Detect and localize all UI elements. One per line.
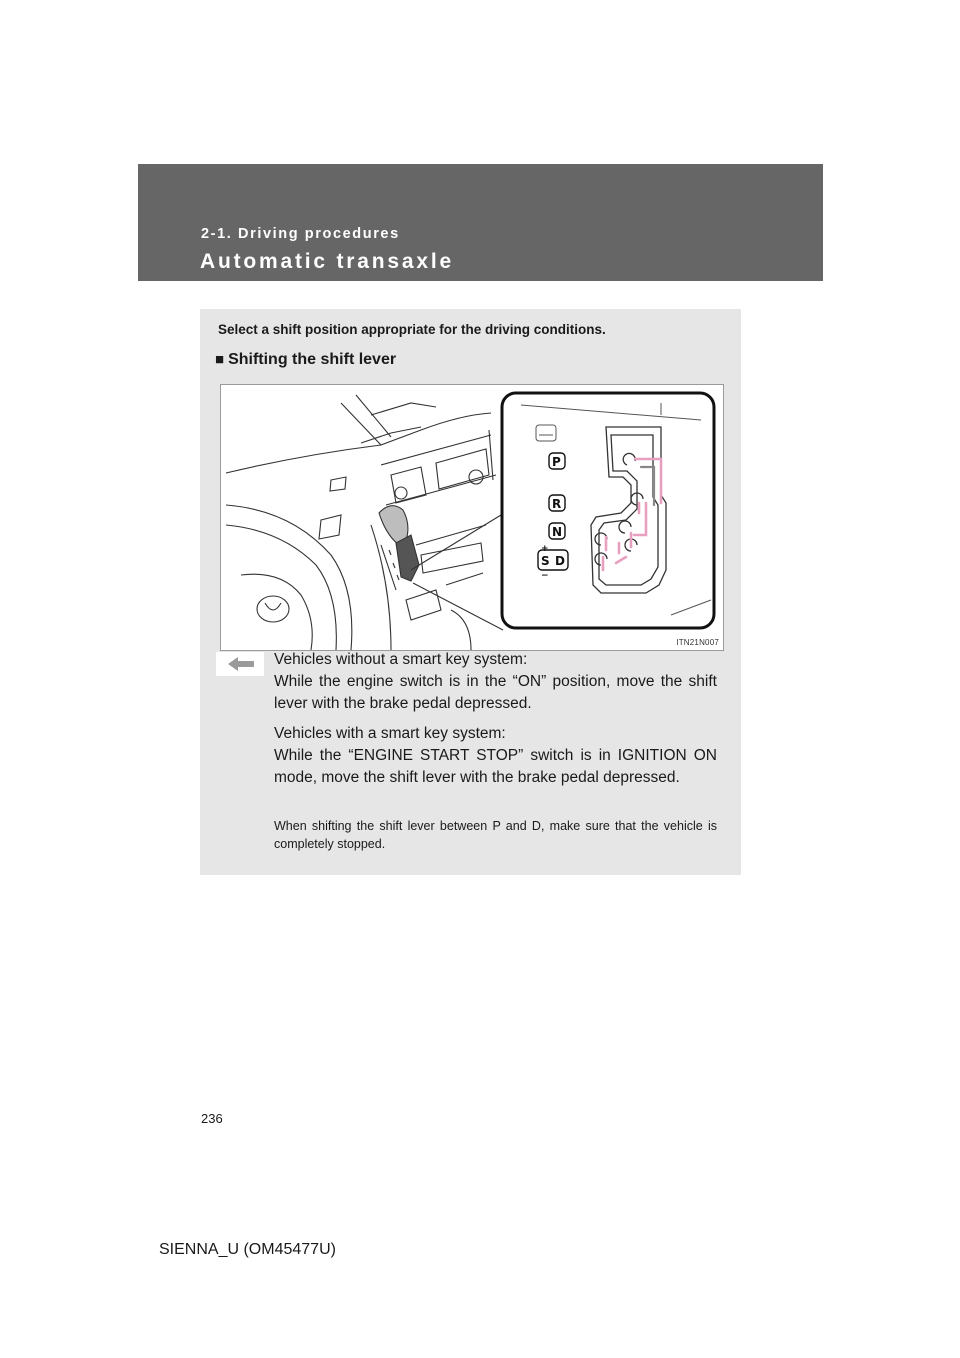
subheading (215, 351, 396, 369)
subheading-text: Shifting the shift lever (228, 351, 397, 368)
section-header (138, 164, 823, 281)
instruction-smart-key-heading: Vehicles with a smart key system: (274, 725, 506, 742)
instruction-no-smart-key-heading: Vehicles without a smart key system: (274, 651, 528, 668)
shift-lever-illustration (220, 384, 724, 651)
gate-label-p: P (552, 455, 561, 469)
gate-label-d: D (555, 554, 565, 568)
bullet-square-icon: ■ (215, 351, 225, 368)
page-number: 236 (201, 1111, 223, 1126)
instruction-no-smart-key (274, 649, 717, 715)
instruction-no-smart-key-body: While the engine switch is in the “ON” position, move the shift lever with the brake pedal depressed. (274, 673, 717, 712)
arrow-left-icon (216, 652, 264, 676)
footer-model: SIENNA_U (OM45477U) (159, 1241, 336, 1258)
plus-sign: + (541, 544, 549, 554)
figure-code: ITN21N007 (676, 638, 719, 647)
gate-label-s: S (541, 554, 550, 568)
gate-label-n: N (552, 525, 563, 539)
instruction-smart-key-body: While the “ENGINE START STOP” switch is in IGNITION ON mode, move the shift lever with the brake pedal depressed. (274, 747, 717, 786)
minus-sign: − (541, 571, 549, 581)
note-text: When shifting the shift lever between P and D, make sure that the vehicle is completely stopped. (274, 819, 717, 851)
instruction-smart-key (274, 723, 717, 789)
gate-label-r: R (552, 497, 562, 511)
page-title: Automatic transaxle (200, 250, 454, 273)
intro-text: Select a shift position appropriate for the driving conditions. (218, 322, 606, 337)
section-label: 2-1. Driving procedures (201, 226, 400, 242)
dashboard-illustration-svg (221, 385, 723, 650)
content-panel (200, 309, 741, 875)
